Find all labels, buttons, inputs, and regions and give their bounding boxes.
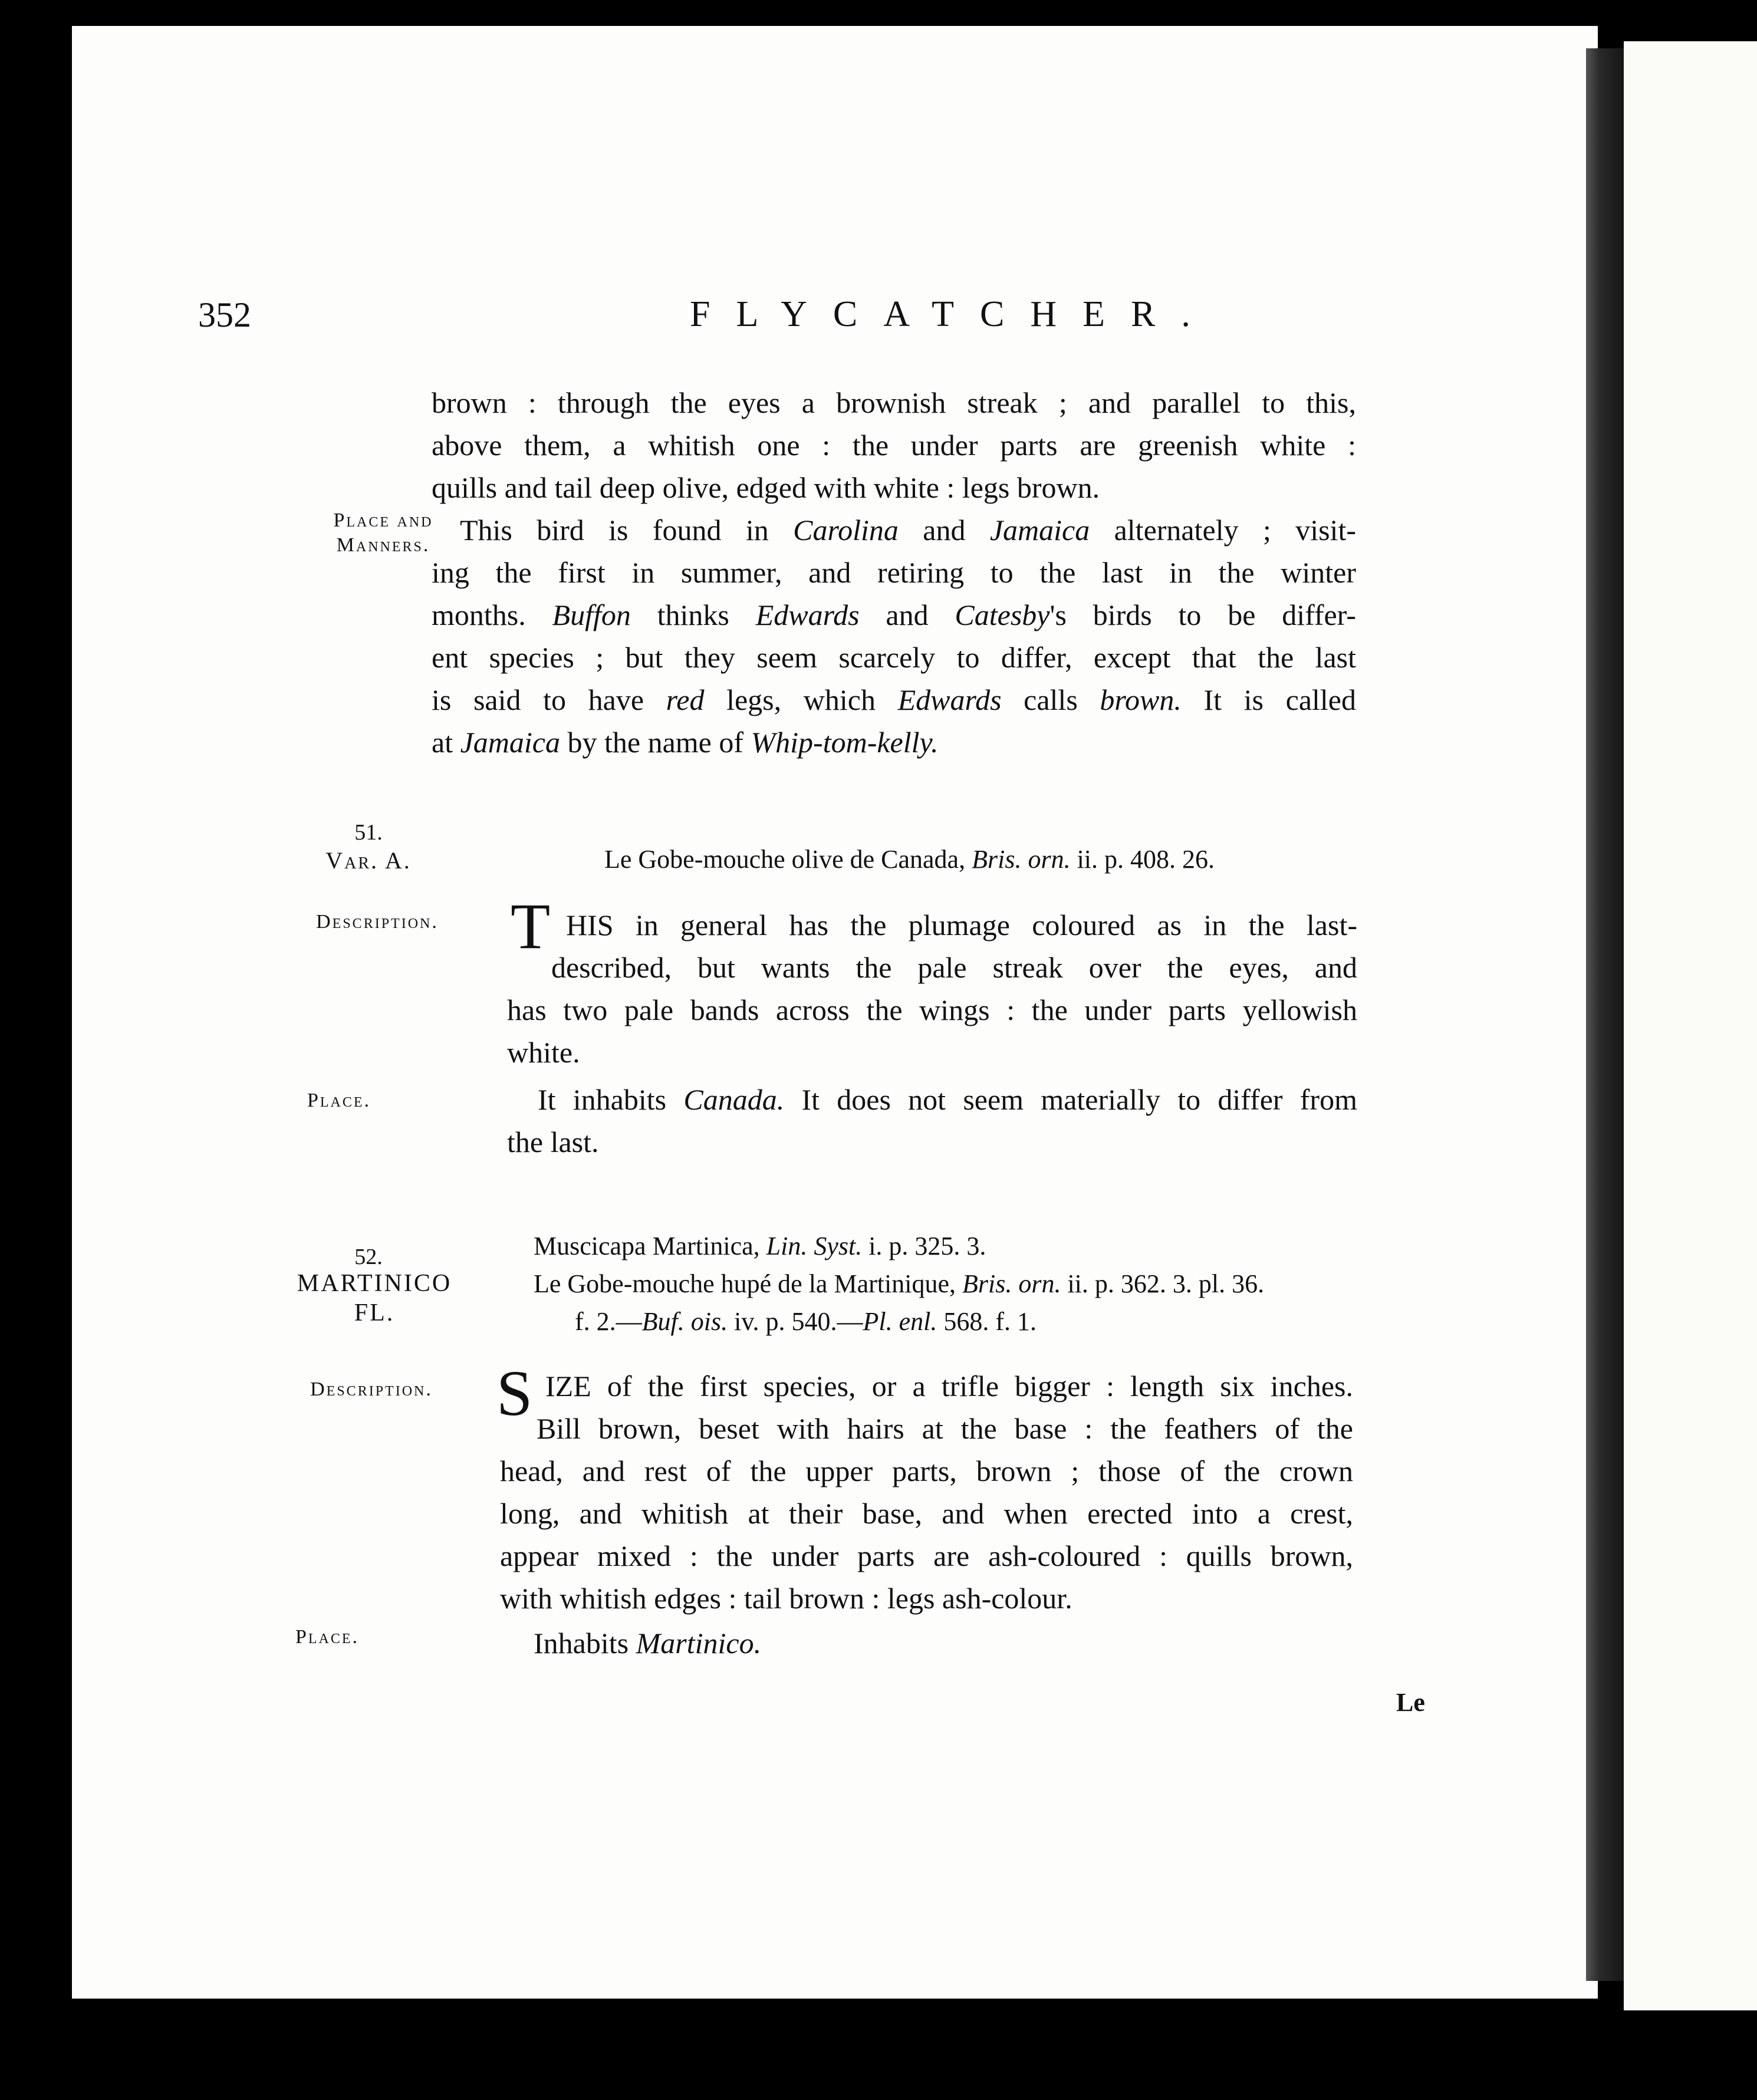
variety-number: 51. xyxy=(354,820,383,845)
text-line: with whitish edges : tail brown : legs ash-colour. xyxy=(500,1582,1072,1615)
facing-page-edge xyxy=(1624,41,1757,2010)
text-line: at Jamaica by the name of Whip-tom-kelly. xyxy=(432,726,939,759)
text-line: above them, a whitish one : the under parts are greenish white : xyxy=(432,429,1356,462)
margin-line: Place and xyxy=(333,509,433,531)
margin-place-and-manners xyxy=(277,508,489,558)
margin-description-1: Description. xyxy=(316,911,439,933)
reference-line: Le Gobe-mouche olive de Canada, Bris. orn. ii. p. 408. 26. xyxy=(604,845,1215,874)
text-line: appear mixed : the under parts are ash-coloured : quills brown, xyxy=(500,1539,1353,1572)
text-line: brown : through the eyes a brownish streak ; and parallel to this, xyxy=(432,386,1356,419)
reference-line: f. 2.—Buf. ois. iv. p. 540.—Pl. enl. 568. f. 1. xyxy=(575,1307,1037,1336)
text-line: HIS in general has the plumage coloured as in the last- xyxy=(566,909,1357,942)
running-title: FLYCATCHER. xyxy=(690,294,1216,334)
text-line: described, but wants the pale streak over the eyes, and xyxy=(551,951,1357,984)
text-line: white. xyxy=(507,1036,580,1069)
drop-cap: T xyxy=(511,890,551,962)
margin-place-1: Place. xyxy=(307,1090,371,1111)
page-number: 352 xyxy=(198,295,251,334)
text-line: quills and tail deep olive, edged with white : legs brown. xyxy=(432,471,1100,504)
margin-description-2: Description. xyxy=(310,1378,433,1400)
drop-cap: S xyxy=(496,1357,533,1429)
reference-line: Le Gobe-mouche hupé de la Martinique, Bris. orn. ii. p. 362. 3. pl. 36. xyxy=(534,1269,1265,1298)
text-line: is said to have red legs, which Edwards calls brown. It is called xyxy=(432,683,1356,716)
text-line: long, and whitish at their base, and when erected into a crest, xyxy=(500,1497,1353,1530)
margin-place-2: Place. xyxy=(295,1626,360,1648)
reference-line: Muscicapa Martinica, Lin. Syst. i. p. 325. 3. xyxy=(534,1232,986,1260)
text-line: head, and rest of the upper parts, brown ; those of the crown xyxy=(500,1454,1353,1487)
text-line: ent species ; but they seem scarcely to differ, except that the last xyxy=(432,641,1356,674)
text-line: It inhabits Canada. It does not seem materially to differ from xyxy=(538,1083,1357,1116)
text-line: This bird is found in Carolina and Jamaica alternately ; visit- xyxy=(460,514,1356,547)
margin-line: MARTINICO xyxy=(297,1270,452,1297)
variety-label: Var. A. xyxy=(325,847,412,874)
text-line: the last. xyxy=(507,1125,599,1158)
text-line: Inhabits Martinico. xyxy=(534,1627,762,1660)
text-line: Bill brown, beset with hairs at the base : the feathers of the xyxy=(537,1412,1353,1445)
text-line: has two pale bands across the wings : the under parts yellowish xyxy=(507,993,1357,1026)
text-line: IZE of the first species, or a trifle bigger : length six inches. xyxy=(545,1370,1353,1403)
text-line: months. Buffon thinks Edwards and Catesby's birds to be differ- xyxy=(432,598,1356,631)
margin-line: FL. xyxy=(354,1299,395,1327)
text-line: ing the first in summer, and retiring to the last in the winter xyxy=(432,556,1356,589)
species-name xyxy=(268,1269,481,1328)
book-spine-shadow xyxy=(1586,48,1624,1981)
margin-line: Manners. xyxy=(336,534,430,556)
catchword: Le xyxy=(1396,1688,1425,1717)
species-number: 52. xyxy=(354,1245,383,1269)
